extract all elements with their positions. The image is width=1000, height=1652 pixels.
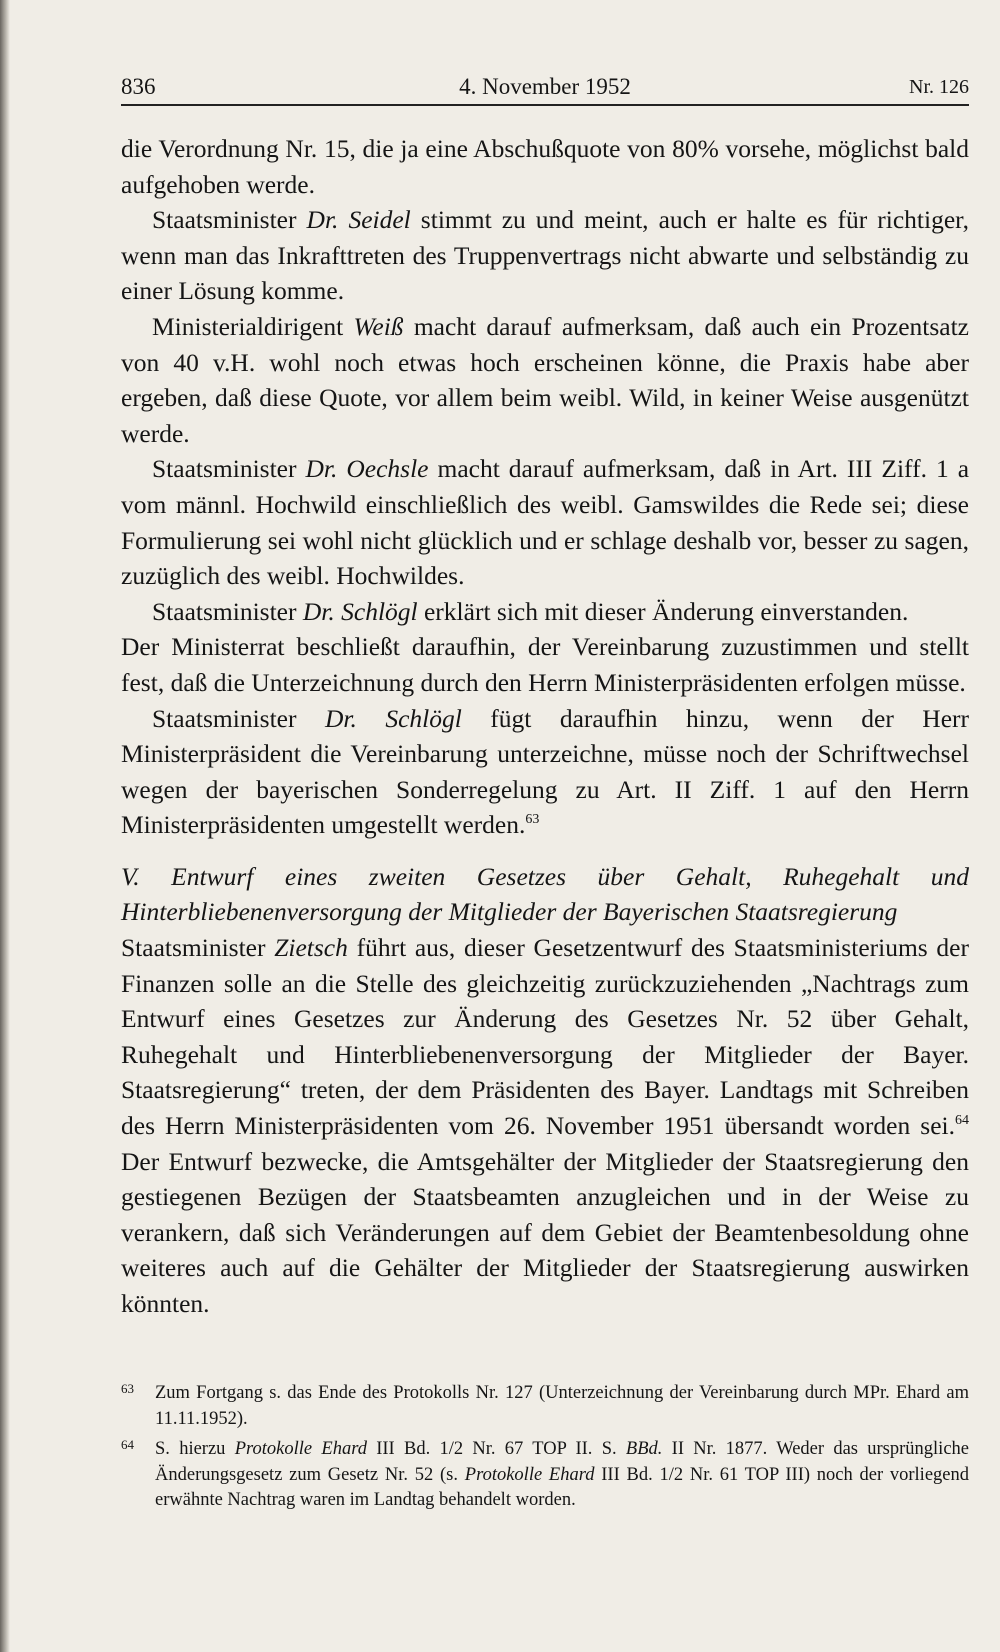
speaker-name: Dr. Seidel xyxy=(306,205,411,235)
paragraph: Staatsminister Dr. Seidel stimmt zu und meint, auch er halte es für richtiger, wenn man das Inkrafttreten des Truppenvertrags nicht abwarte und selbständig zu einer Lösung komme. xyxy=(121,205,969,306)
running-header xyxy=(121,74,969,108)
paragraph: Staatsminister Dr. Schlögl erklärt sich mit dieser Änderung einverstanden. xyxy=(152,596,909,626)
page-binding-shadow xyxy=(0,0,10,1652)
paragraph: Der Ministerrat beschließt daraufhin, der Vereinbarung zuzustimmen und stellt fest, daß die Unterzeichnung durch den Herrn Ministerpräsidenten erfolgen müsse. xyxy=(121,632,969,697)
protocol-number: Nr. 126 xyxy=(909,76,969,98)
footnotes xyxy=(121,1381,969,1519)
footnote-reference[interactable]: 64 xyxy=(955,1113,969,1129)
footnote xyxy=(121,1437,969,1514)
main-text xyxy=(121,131,969,1322)
paragraph: Staatsminister Dr. Schlögl fügt daraufhin hinzu, wenn der Herr Ministerpräsident die Vereinbarung unterzeichne, müsse noch der Schriftwechsel wegen der bayerischen Sonderregelung zu Art. II Ziff. 1 auf den Herrn Ministerpräsidenten umgestellt werden.$^{63}$ xyxy=(121,703,970,840)
footnote-reference[interactable]: 63 xyxy=(525,812,540,828)
footnote-mark: 64 xyxy=(121,1437,134,1452)
header-date: 4. November 1952 xyxy=(459,74,631,99)
speaker-name: Dr. Schlögl xyxy=(302,596,418,626)
speaker-name: Dr. Oechsle xyxy=(305,454,429,484)
speaker-name: Weiß xyxy=(353,311,404,341)
footnote xyxy=(121,1381,969,1432)
speaker-name: Dr. Schlögl xyxy=(324,703,462,733)
paragraph: die Verordnung Nr. 15, die ja eine Abschußquote von 80% vorsehe, möglichst bald aufgehoben werde. xyxy=(121,134,969,199)
page-number: 836 xyxy=(121,74,156,99)
footnote-mark: 63 xyxy=(121,1381,134,1396)
header-rule xyxy=(121,104,969,106)
footnote-text: S. hierzu Protokolle Ehard III Bd. 1/2 Nr. 67 TOP II. S. BBd. II Nr. 1877. Weder das ursprüngliche Änderungsgesetz zum Gesetz Nr. 52 (s. Protokolle Ehard III Bd. 1/2 Nr. 61 TOP III) noch der vorliegend erwähnte Nachtrag waren im Landtag behandelt worden. xyxy=(155,1439,969,1510)
footnote-text: Zum Fortgang s. das Ende des Protokolls Nr. 127 (Unterzeichnung der Vereinbarung durch MPr. Ehard am 11.11.1952). xyxy=(155,1383,969,1429)
paragraph: Staatsminister Dr. Oechsle macht darauf aufmerksam, daß in Art. III Ziff. 1 a vom männl. Hochwild einschließlich des weibl. Gamswildes die Rede sei; diese Formulierung sei wohl nicht glücklich und er schlage deshalb vor, besser zu sagen, zuzüglich des weibl. Hochwildes. xyxy=(121,454,970,591)
paragraph: Staatsminister Zietsch führt aus, dieser Gesetzentwurf des Staatsministeriums der Finanzen solle an die Stelle des gleichzeitig zurückzuziehenden „Nachtrags zum Entwurf eines Gesetzes zur Änderung des Gesetzes Nr. 52 über Gehalt, Ruhegehalt und Hinterbliebenenversorgung der Mitglieder der Bayer. Staatsregierung“ treten, der dem Präsidenten des Bayer. Landtags mit Schreiben des Herrn Ministerpräsidenten vom 26. November 1951 übersandt worden sei.$^{64}$ Der Entwurf bezwecke, die Amtsgehälter der Mitglieder der Staatsregierung den gestiegenen Bezügen der Staatsbeamten anzugleichen und in der Weise zu verankern, daß sich Veränderungen auf dem Gebiet der Beamtenbesoldung ohne weiteres auch auf die Gehälter der Mitglieder der Staatsregierung auswirken könnten. xyxy=(121,933,969,1318)
section-heading: V. Entwurf eines zweiten Gesetzes über Gehalt, Ruhegehalt und Hinterbliebenenversorgung der Mitglieder der Bayerischen Staatsregierung xyxy=(121,861,969,927)
speaker-name: Zietsch xyxy=(274,933,348,963)
paragraph: Ministerialdirigent Weiß macht darauf aufmerksam, daß auch ein Prozentsatz von 40 v.H. wohl noch etwas hoch erscheinen könne, die Praxis habe aber ergeben, daß diese Quote, vor allem beim weibl. Wild, in keiner Weise ausgenützt werde. xyxy=(121,311,969,448)
